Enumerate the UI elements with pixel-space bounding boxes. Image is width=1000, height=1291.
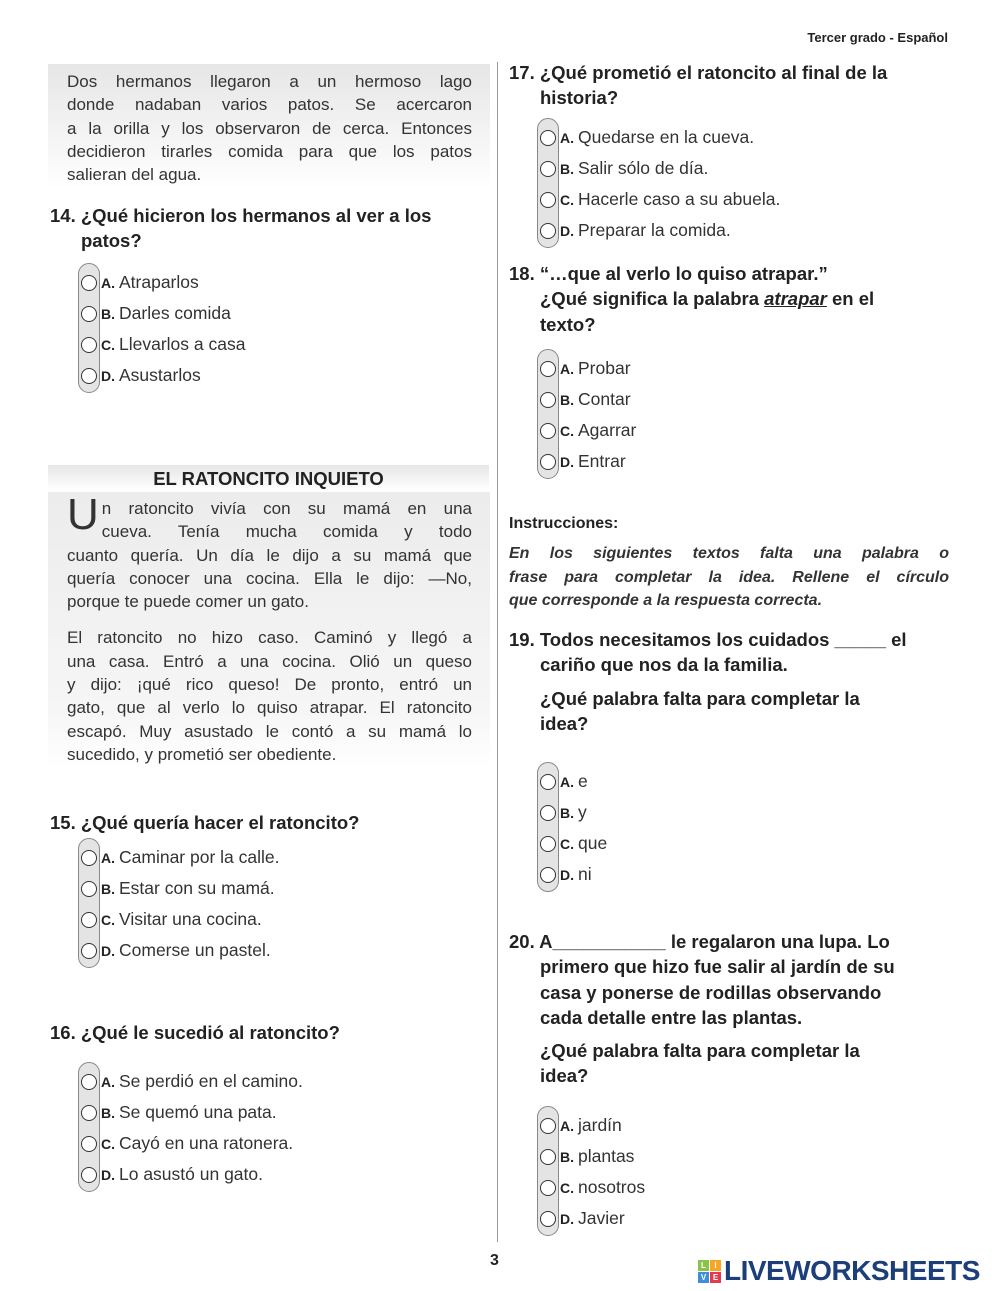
option-letter: A. <box>101 849 115 866</box>
passage-line: Dos hermanos llegaron a un hermoso lago <box>67 72 472 91</box>
option-a[interactable] <box>540 353 636 384</box>
option-letter: A. <box>560 1117 574 1134</box>
question-line: 15. ¿Qué quería hacer el ratoncito? <box>50 812 360 833</box>
option-text: ni <box>578 864 592 884</box>
option-text: e <box>578 771 588 791</box>
passage-line: salieran del agua. <box>67 165 202 185</box>
option-b[interactable] <box>540 797 607 828</box>
option-text: Entrar <box>578 451 626 471</box>
radio-circle-icon[interactable] <box>540 836 556 852</box>
radio-circle-icon[interactable] <box>540 1211 556 1227</box>
option-text: que <box>578 833 608 853</box>
option-d[interactable] <box>81 1159 303 1190</box>
instructions-heading: Instrucciones: <box>509 515 619 532</box>
liveworksheets-logo: L I V E LIVEWORKSHEETS <box>698 1255 980 1287</box>
radio-circle-icon[interactable] <box>540 192 556 208</box>
option-d[interactable] <box>540 1203 645 1234</box>
option-c[interactable] <box>81 1128 303 1159</box>
option-text: Darles comida <box>119 303 231 323</box>
option-text: Comerse un pastel. <box>119 940 271 960</box>
option-a[interactable] <box>540 766 607 797</box>
option-text: Hacerle caso a su abuela. <box>578 189 781 209</box>
option-text: Contar <box>578 389 631 409</box>
option-text: Atraparlos <box>119 272 199 292</box>
radio-circle-icon[interactable] <box>540 774 556 790</box>
question-line: patos? <box>81 230 142 252</box>
option-letter: D. <box>101 367 115 384</box>
option-letter: D. <box>560 453 574 470</box>
passage-line: n ratoncito vivía con su mamá en una <box>101 499 472 518</box>
drop-cap: U <box>67 490 99 539</box>
option-letter: A. <box>560 129 574 146</box>
passage-line: gato, que al verlo lo quiso atrapar. El ratoncito <box>67 698 472 718</box>
question-line: 16. ¿Qué le sucedió al ratoncito? <box>50 1022 340 1043</box>
option-letter: B. <box>101 880 115 897</box>
option-a[interactable] <box>81 1066 303 1097</box>
option-c[interactable] <box>540 1172 645 1203</box>
logo-icon: L I V E <box>698 1260 721 1283</box>
option-letter: D. <box>560 866 574 883</box>
story-title: EL RATONCITO INQUIETO <box>48 465 489 490</box>
option-letter: A. <box>101 1073 115 1090</box>
option-letter: D. <box>560 222 574 239</box>
radio-circle-icon[interactable] <box>81 1074 97 1090</box>
radio-circle-icon[interactable] <box>540 423 556 439</box>
option-c[interactable] <box>540 415 636 446</box>
story-paragraph-1 <box>67 490 472 613</box>
radio-circle-icon[interactable] <box>81 881 97 897</box>
story-paragraph-2 <box>67 626 472 766</box>
option-c[interactable] <box>81 904 279 935</box>
option-text: Preparar la comida. <box>578 220 731 240</box>
option-letter: B. <box>101 1104 115 1121</box>
radio-circle-icon[interactable] <box>540 130 556 146</box>
radio-circle-icon[interactable] <box>540 223 556 239</box>
passage-story <box>48 492 490 767</box>
option-letter: A. <box>560 773 574 790</box>
question-17 <box>509 60 887 111</box>
option-text: Se quemó una pata. <box>119 1102 277 1122</box>
options-15 <box>81 842 279 966</box>
radio-circle-icon[interactable] <box>540 392 556 408</box>
option-b[interactable] <box>540 1141 645 1172</box>
question-15 <box>50 810 359 835</box>
option-text: Llevarlos a casa <box>119 334 246 354</box>
radio-circle-icon[interactable] <box>540 454 556 470</box>
option-letter: C. <box>560 191 574 208</box>
option-b[interactable] <box>81 873 279 904</box>
option-text: nosotros <box>578 1177 646 1197</box>
question-20 <box>509 929 895 1089</box>
passage-line: una casa. Entró a una cocina. Olió un queso <box>67 651 472 671</box>
radio-circle-icon[interactable] <box>540 1118 556 1134</box>
question-line: 17. ¿Qué prometió el ratoncito al final de la <box>509 62 888 83</box>
question-19 <box>509 627 907 736</box>
radio-circle-icon[interactable] <box>81 912 97 928</box>
question-line: casa y ponerse de rodillas observando <box>540 981 882 1003</box>
option-text: plantas <box>578 1146 635 1166</box>
option-letter: C. <box>560 1179 574 1196</box>
radio-circle-icon[interactable] <box>81 850 97 866</box>
radio-circle-icon[interactable] <box>81 1167 97 1183</box>
option-text: Javier <box>578 1208 625 1228</box>
radio-circle-icon[interactable] <box>540 161 556 177</box>
option-letter: B. <box>101 305 115 322</box>
option-letter: B. <box>560 1148 574 1165</box>
radio-circle-icon[interactable] <box>81 1105 97 1121</box>
question-prompt: ¿Qué palabra falta para completar la <box>540 1040 860 1062</box>
page-number: 3 <box>490 1252 499 1269</box>
option-c[interactable] <box>540 828 607 859</box>
passage-line: porque te puede comer un gato. <box>67 592 309 612</box>
question-prompt: ¿Qué palabra falta para completar la <box>540 687 860 709</box>
radio-circle-icon[interactable] <box>81 943 97 959</box>
question-line: 14. ¿Qué hicieron los hermanos al ver a los <box>50 205 432 226</box>
question-prompt: idea? <box>540 712 589 734</box>
options-16 <box>81 1066 303 1190</box>
passage-line: cuanto quería. Un día le dijo a su mamá que <box>67 545 472 565</box>
option-letter: C. <box>101 911 115 928</box>
question-prompt: idea? <box>540 1065 589 1087</box>
option-letter: B. <box>560 804 574 821</box>
option-letter: B. <box>560 391 574 408</box>
option-letter: C. <box>560 422 574 439</box>
option-a[interactable] <box>540 122 780 153</box>
page-header: Tercer grado - Español <box>807 30 948 45</box>
question-14 <box>50 203 431 254</box>
radio-circle-icon[interactable] <box>81 337 97 353</box>
radio-circle-icon[interactable] <box>540 1149 556 1165</box>
option-b[interactable] <box>540 153 780 184</box>
option-a[interactable] <box>540 1110 645 1141</box>
question-line: historia? <box>540 87 619 109</box>
option-letter: D. <box>101 942 115 959</box>
passage-line: escapó. Muy asustado le contó a su mamá lo <box>67 721 472 741</box>
option-text: Lo asustó un gato. <box>119 1164 263 1184</box>
question-18: 18. “…que al verlo lo quiso atrapar.” ¿Qué significa la palabra atrapar en el texto? <box>509 263 875 335</box>
option-b[interactable] <box>81 1097 303 1128</box>
options-19 <box>540 766 607 890</box>
option-b[interactable] <box>540 384 636 415</box>
options-14 <box>81 267 245 391</box>
option-text: Cayó en una ratonera. <box>119 1133 294 1153</box>
passage-line: quería conocer una cocina. Ella le dijo: —No, <box>67 568 472 588</box>
passage-ducks <box>48 64 490 188</box>
option-c[interactable] <box>540 184 780 215</box>
highlighted-word: atrapar <box>764 288 827 310</box>
options-17 <box>540 122 780 246</box>
options-20 <box>540 1110 645 1234</box>
column-divider <box>497 62 498 1242</box>
radio-circle-icon[interactable] <box>540 805 556 821</box>
question-line: 20. A___________ le regalaron una lupa. Lo <box>509 931 890 952</box>
radio-circle-icon[interactable] <box>81 1136 97 1152</box>
question-16 <box>50 1020 340 1045</box>
option-text: Visitar una cocina. <box>119 909 262 929</box>
option-letter: A. <box>101 274 115 291</box>
option-d[interactable] <box>540 215 780 246</box>
radio-circle-icon[interactable] <box>81 306 97 322</box>
radio-circle-icon[interactable] <box>540 361 556 377</box>
option-text: Salir sólo de día. <box>578 158 709 178</box>
option-c[interactable] <box>81 329 245 360</box>
option-letter: B. <box>560 160 574 177</box>
radio-circle-icon[interactable] <box>540 867 556 883</box>
passage-line: decidieron tirarles comida para que los patos <box>67 141 472 161</box>
option-a[interactable] <box>81 267 245 298</box>
radio-circle-icon[interactable] <box>81 368 97 384</box>
option-a[interactable] <box>81 842 279 873</box>
passage-line: cueva. Tenía mucha comida y todo <box>101 522 472 542</box>
option-text: Agarrar <box>578 420 637 440</box>
option-d[interactable] <box>81 935 279 966</box>
option-letter: A. <box>560 360 574 377</box>
option-text: Se perdió en el camino. <box>119 1071 303 1091</box>
option-d[interactable] <box>81 360 245 391</box>
option-letter: C. <box>560 835 574 852</box>
radio-circle-icon[interactable] <box>81 275 97 291</box>
option-text: Estar con su mamá. <box>119 878 275 898</box>
option-letter: C. <box>101 1135 115 1152</box>
option-b[interactable] <box>81 298 245 329</box>
passage-line: El ratoncito no hizo caso. Caminó y llegó a <box>67 628 472 648</box>
option-letter: D. <box>101 1166 115 1183</box>
option-text: jardín <box>578 1115 622 1135</box>
question-line: 19. Todos necesitamos los cuidados _____ el <box>509 629 907 650</box>
options-18 <box>540 353 636 477</box>
option-letter: D. <box>560 1210 574 1227</box>
question-line: cada detalle entre las plantas. <box>540 1006 803 1028</box>
option-letter: C. <box>101 336 115 353</box>
option-d[interactable] <box>540 859 607 890</box>
question-line: cariño que nos da la familia. <box>540 654 788 676</box>
option-text: Asustarlos <box>119 365 201 385</box>
option-text: y <box>578 802 587 822</box>
question-line: primero que hizo fue salir al jardín de su <box>540 956 895 978</box>
passage-line: donde nadaban varios patos. Se acercaron <box>67 95 472 115</box>
passage-line: y dijo: ¡qué rico queso! De pronto, entró un <box>67 675 472 695</box>
option-text: Probar <box>578 358 631 378</box>
option-text: Quedarse en la cueva. <box>578 127 755 147</box>
option-d[interactable] <box>540 446 636 477</box>
passage-line: sucedido, y prometió ser obediente. <box>67 744 337 764</box>
radio-circle-icon[interactable] <box>540 1180 556 1196</box>
passage-line: a la orilla y los observaron de cerca. Entonces <box>67 118 472 138</box>
instructions-text: En los siguientes textos falta una palabra o frase para completar la idea. Rellene el círculo que corresponde a la respuesta correcta. <box>509 545 949 609</box>
option-text: Caminar por la calle. <box>119 847 280 867</box>
